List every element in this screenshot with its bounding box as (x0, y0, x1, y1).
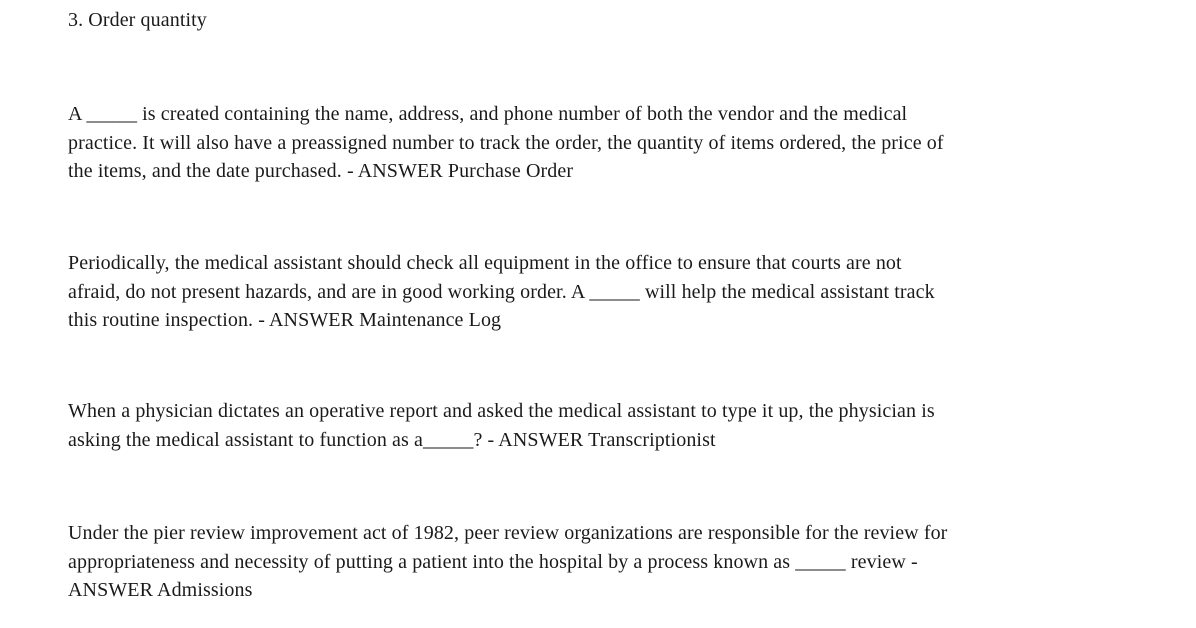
text-line: Under the pier review improvement act of 1982, peer review organizations are responsible for the review for (68, 522, 948, 544)
text-line: appropriateness and necessity of putting a patient into the hospital by a process known as _____ review - (68, 550, 918, 573)
question-maintenance-log (68, 249, 935, 335)
text-line: ANSWER Admissions (68, 579, 253, 601)
text-line: this routine inspection. - ANSWER Maintenance Log (68, 309, 502, 331)
question-admissions (68, 519, 947, 605)
text-line: the items, and the date purchased. - ANSWER Purchase Order (68, 160, 574, 182)
question-transcriptionist (68, 397, 935, 454)
text-line: afraid, do not present hazards, and are in good working order. A _____ will help the medical assistant track (68, 280, 935, 303)
text-line: asking the medical assistant to function as a_____? - ANSWER Transcriptionist (68, 428, 716, 451)
text-line: practice. It will also have a preassigned number to track the order, the quantity of items ordered, the price of (68, 131, 944, 154)
text-line: 3. Order quantity (68, 9, 207, 31)
question-purchase-order (68, 100, 944, 186)
text-line: When a physician dictates an operative report and asked the medical assistant to type it up, the physician is (68, 400, 935, 422)
text-line: A _____ is created containing the name, address, and phone number of both the vendor and the medical (68, 103, 908, 125)
text-line: Periodically, the medical assistant should check all equipment in the office to ensure that courts are not (68, 252, 902, 274)
heading-order-quantity (68, 6, 207, 35)
